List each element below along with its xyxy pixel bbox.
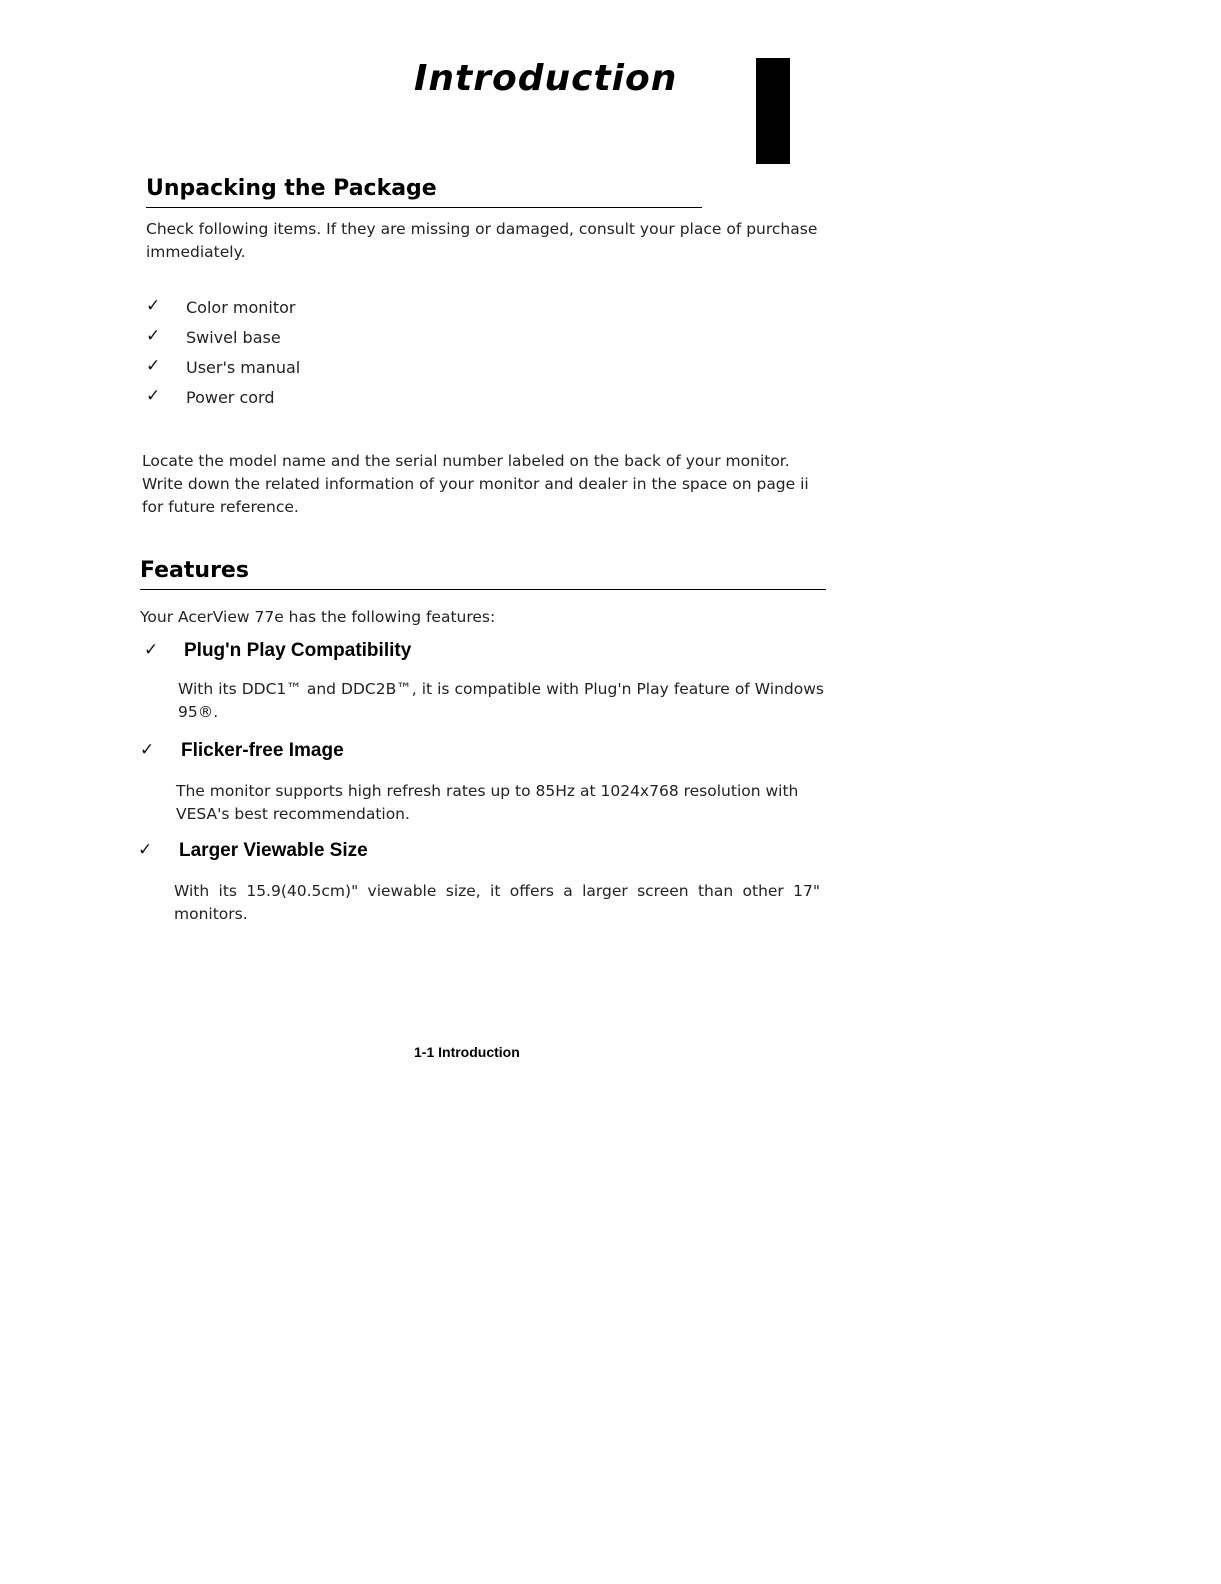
feature-title: Plug'n Play Compatibility [184,640,412,661]
list-item-label: Swivel base [186,328,281,347]
feature-title: Flicker-free Image [181,740,344,761]
check-icon: ✓ [146,356,161,376]
list-item [146,386,446,412]
check-icon: ✓ [146,326,161,346]
list-item [146,326,446,352]
list-item-label: Color monitor [186,298,296,317]
list-item-label: Power cord [186,388,275,407]
list-item [146,356,446,382]
feature-title: Larger Viewable Size [179,840,368,861]
unpacking-intro: Check following items. If they are missing or damaged, consult your place of purchase immediately. [146,220,818,261]
feature-description: With its 15.9(40.5cm)" viewable size, it offers a larger screen than other 17" monitors. [174,882,820,923]
list-item [146,296,446,322]
list-item-label: User's manual [186,358,301,377]
unpacking-heading: Unpacking the Package [146,176,702,208]
chapter-tab-marker [756,58,790,164]
feature-item [140,740,824,840]
feature-item [138,840,822,940]
features-intro: Your AcerView 77e has the following features: [140,608,496,626]
feature-description: With its DDC1™ and DDC2B™, it is compatible with Plug'n Play feature of Windows 95®. [178,680,824,721]
chapter-title: Introduction [414,58,678,99]
check-icon: ✓ [140,740,155,760]
serial-number-note: Locate the model name and the serial number labeled on the back of your monitor. Write down the related information of your monitor and dealer in the space on page ii for future reference. [142,452,809,516]
check-icon: ✓ [138,840,153,860]
check-icon: ✓ [146,296,161,316]
check-icon: ✓ [146,386,161,406]
features-heading: Features [140,558,826,590]
page-footer: 1-1 Introduction [414,1044,520,1060]
check-icon: ✓ [144,640,159,660]
feature-description: The monitor supports high refresh rates up to 85Hz at 1024x768 resolution with VESA's best recommendation. [176,782,799,823]
